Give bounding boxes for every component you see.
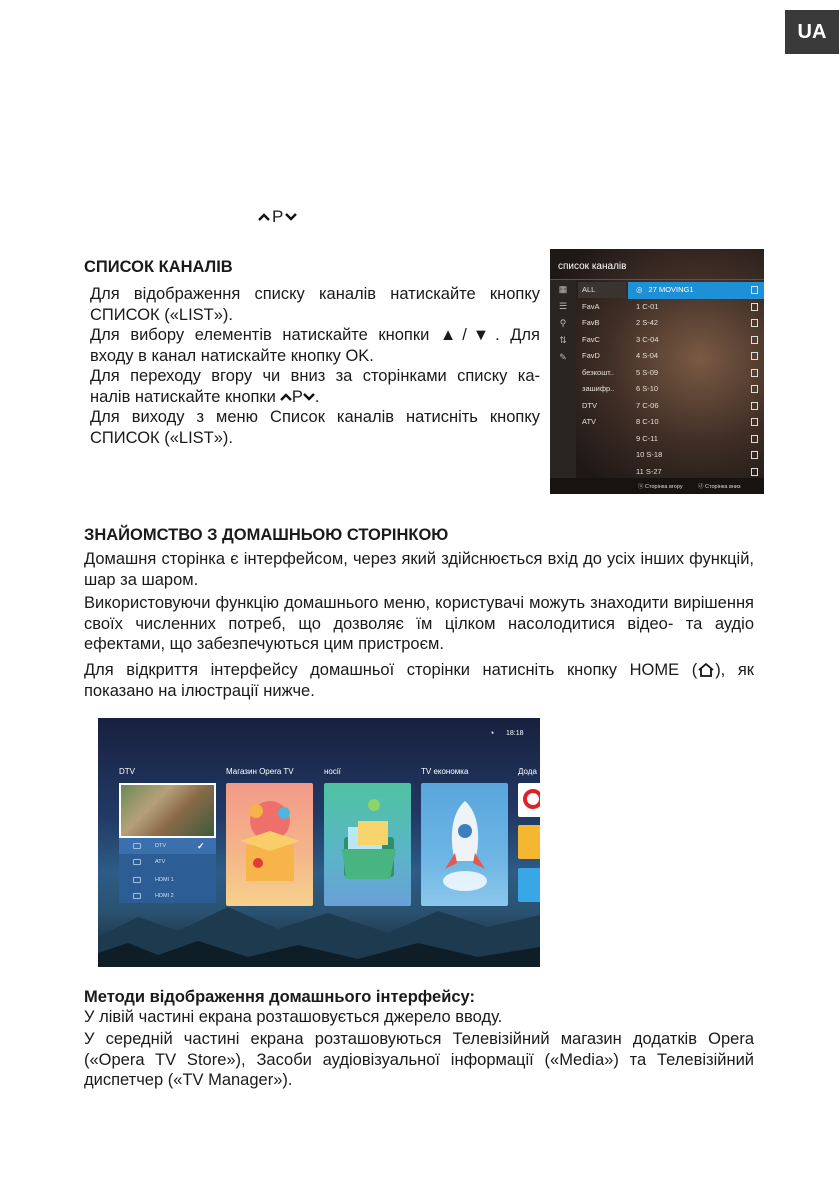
- p-letter: P: [272, 207, 284, 226]
- media-card[interactable]: [324, 783, 411, 906]
- page-down-key-icon: ⓓ: [698, 484, 706, 490]
- source-item[interactable]: [119, 854, 216, 870]
- channel-row[interactable]: [628, 365, 764, 382]
- channel-row[interactable]: [628, 282, 764, 299]
- channel-list-footer: [550, 478, 764, 494]
- channel-info-icon: [751, 352, 758, 360]
- opera-app-tile[interactable]: [518, 783, 540, 817]
- home-tab-tv-manager[interactable]: TV економка: [421, 767, 469, 776]
- text-line: Для переходу вгору чи вниз за сторінками списку ка-: [90, 367, 540, 385]
- calendar-icon[interactable]: ▦: [558, 284, 568, 294]
- page-down-hint: [698, 482, 741, 490]
- group-item[interactable]: FavA: [582, 302, 600, 311]
- page-keys-glyph: [280, 387, 315, 408]
- group-item[interactable]: безкошт..: [582, 368, 614, 377]
- group-item[interactable]: DTV: [582, 401, 597, 410]
- channel-name: 3 C-04: [636, 334, 659, 344]
- channel-name: 11 S-27: [636, 466, 662, 476]
- text-line: Для вибору елементів натискайте кнопки ▲/▼. Для: [90, 326, 540, 344]
- text-line: входу в канал натискайте кнопку OK.: [90, 346, 374, 365]
- channel-name: 1 C-01: [636, 301, 659, 311]
- channel-name: 4 S-04: [636, 351, 659, 360]
- channel-row[interactable]: [628, 315, 764, 332]
- chevron-down-icon: [303, 393, 315, 401]
- source-label: ATV: [155, 859, 166, 865]
- chevron-up-icon: [280, 393, 292, 401]
- channel-row[interactable]: [628, 299, 764, 316]
- group-item[interactable]: FavB: [582, 318, 600, 327]
- source-item[interactable]: [119, 838, 216, 854]
- home-para-3: [84, 660, 754, 701]
- page-up-key-icon: ⓤ: [638, 484, 646, 490]
- channel-name: 6 S-10: [636, 384, 659, 393]
- channel-name: 2 S-42: [636, 318, 659, 327]
- text-line: СПИСОК («LIST»).: [90, 428, 233, 447]
- channel-list-text: [90, 284, 540, 448]
- folder-icon: [324, 783, 411, 906]
- methods-line-2: У середній частині екрана розташовуються Телевізійний магазин додатків Opera («Opera TV Store»), Засоби аудіовізуальної інформації («Media») та Телевізійний диспетчер («TV Manager»).: [84, 1030, 754, 1089]
- text-line: [90, 387, 540, 408]
- group-item[interactable]: зашифр..: [582, 384, 615, 393]
- divider: [550, 279, 764, 280]
- channel-name: 7 C-06: [636, 400, 659, 410]
- channel-info-icon: [751, 385, 758, 393]
- channel-row[interactable]: [628, 431, 764, 448]
- channel-name: 10 S-18: [636, 450, 663, 459]
- channel-info-icon: [751, 369, 758, 377]
- text-fragment: ), як показано на ілюстрації нижче.: [84, 661, 754, 700]
- home-tab-apps[interactable]: Дода: [518, 767, 537, 776]
- tv-input-icon: [133, 859, 141, 865]
- live-tv-preview[interactable]: [119, 783, 216, 838]
- channel-row[interactable]: [628, 447, 764, 464]
- channel-row[interactable]: [628, 348, 764, 365]
- clock: 18:18: [506, 730, 524, 737]
- opera-store-card[interactable]: [226, 783, 313, 906]
- group-item[interactable]: FavD: [582, 351, 600, 360]
- p-letter: P: [291, 387, 303, 406]
- channel-list-screenshot: [550, 249, 764, 494]
- gift-box-icon: [226, 783, 313, 906]
- channel-info-icon: [751, 303, 758, 311]
- text-line: Для відображення списку каналів натискайте кнопку: [90, 285, 540, 303]
- rocket-icon: [421, 783, 508, 906]
- list-icon[interactable]: ☰: [558, 301, 568, 311]
- text-line: СПИСОК («LIST»).: [90, 305, 233, 324]
- channel-info-icon: [751, 451, 758, 459]
- home-tab-dtv[interactable]: DTV: [119, 767, 135, 776]
- home-para-1: Домашня сторінка є інтерфейсом, через який здійснюється вхід до усіх інших функцій, шар за шаром.: [84, 550, 754, 589]
- sort-icon[interactable]: ⇅: [559, 335, 567, 345]
- wifi-icon: ◔: [489, 728, 495, 738]
- home-screen-screenshot: [98, 718, 540, 967]
- language-tab: UA: [785, 10, 839, 54]
- check-icon: ✓: [197, 841, 205, 851]
- channel-info-icon: [751, 286, 758, 294]
- page-up-label: Сторінка вгору: [645, 484, 683, 490]
- methods-line-1: У лівій частині екрана розташовується джерело вводу.: [84, 1008, 503, 1026]
- channel-info-icon: [751, 435, 758, 443]
- source-label: DTV: [155, 843, 166, 849]
- channel-row[interactable]: [628, 332, 764, 349]
- methods-heading: Методи відображення домашнього інтерфейсу:: [84, 988, 475, 1006]
- tv-input-icon: [133, 843, 141, 849]
- tv-manager-card[interactable]: [421, 783, 508, 906]
- channel-info-icon: [751, 319, 758, 327]
- edit-icon[interactable]: ✎: [559, 352, 567, 362]
- home-heading: ЗНАЙОМСТВО З ДОМАШНЬОЮ СТОРІНКОЮ: [84, 526, 449, 544]
- chevron-up-icon: [258, 213, 270, 221]
- channel-info-icon: [751, 418, 758, 426]
- channel-info-icon: [751, 468, 758, 476]
- channel-row[interactable]: [628, 414, 764, 431]
- home-tab-media[interactable]: носії: [324, 767, 341, 776]
- channel-name: 5 S-09: [636, 367, 659, 377]
- chevron-down-icon: [285, 213, 297, 221]
- channel-name: 27 MOVING1: [648, 285, 694, 294]
- group-item[interactable]: FavC: [582, 335, 600, 344]
- home-para-2: Використовуючи функцію домашнього меню, користувачі можуть знаходити вирішення своїх численних потреб, що дозволяє їм цілком насолодитися відео- та аудіо ефектами, що забезпечуються цим пристроєм.: [84, 594, 754, 653]
- channel-info-icon: [751, 402, 758, 410]
- icon-column: [550, 280, 576, 478]
- mountain-silhouette: [98, 897, 540, 967]
- text-fragment: налів натискайте кнопки: [90, 387, 276, 406]
- home-icon: [697, 662, 715, 677]
- text-fragment: .: [314, 387, 320, 406]
- channel-name: 8 C-10: [636, 417, 659, 426]
- app-tile-2[interactable]: [518, 825, 540, 859]
- home-tab-opera-store[interactable]: Магазин Opera TV: [226, 767, 294, 776]
- signal-icon: ◎: [636, 285, 643, 294]
- channel-info-icon: [751, 336, 758, 344]
- channel-list-heading: СПИСОК КАНАЛІВ: [84, 258, 233, 276]
- source-item[interactable]: [119, 872, 216, 888]
- channel-row[interactable]: [628, 381, 764, 398]
- page-down-label: Сторінка вниз: [705, 484, 741, 490]
- channel-list-title: список каналів: [558, 261, 627, 272]
- group-item[interactable]: ALL: [578, 282, 626, 298]
- text-line: Для виходу з меню Список каналів натисніть кнопку: [90, 408, 540, 426]
- source-label: HDMI 1: [155, 877, 174, 883]
- hdmi-icon: [133, 877, 141, 883]
- page-up-down-glyph: [258, 207, 297, 227]
- channel-row[interactable]: [628, 398, 764, 415]
- channel-name: 9 C-11: [636, 433, 658, 443]
- page-up-hint: [638, 482, 683, 490]
- opera-logo-icon: [522, 788, 540, 810]
- group-item[interactable]: ATV: [582, 417, 597, 426]
- source-label: HDMI 2: [155, 893, 174, 899]
- text-fragment: Для відкриття інтерфейсу домашньої сторінки натисніть кнопку HOME (: [84, 661, 698, 679]
- search-icon[interactable]: ⚲: [559, 318, 567, 328]
